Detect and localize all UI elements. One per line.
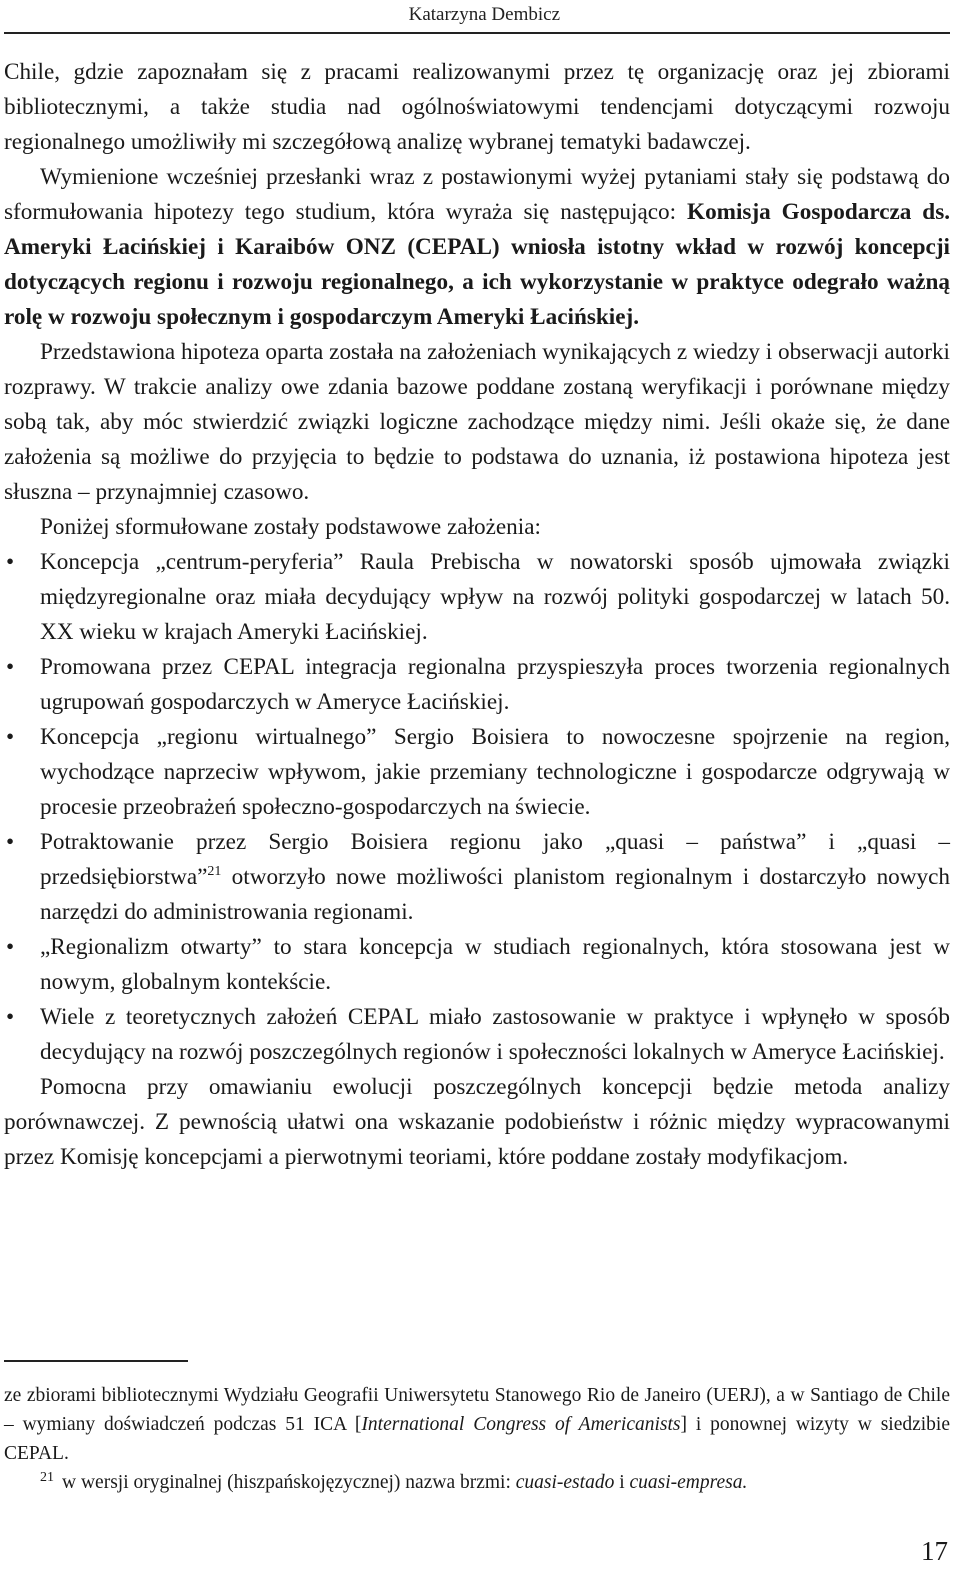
footnote-21: 21 w wersji oryginalnej (hiszpańskojęzycznej) nazwa brzmi: cuasi-estado i cuasi-empresa. [40, 1470, 748, 1493]
paragraph-1: Chile, gdzie zapoznałam się z pracami realizowanymi przez tę organizację oraz jej zbiorami bibliotecznymi, a także studia nad ogólnoświatowymi tendencjami dotyczącymi rozwoju regionalnego umożliwiły mi szczegółową analizę wybranej tematyki badawczej. [4, 59, 950, 155]
list-item: • „Regionalizm otwarty” to stara koncepcja w studiach regionalnych, która stosowana jest w nowym, globalnym kontekście. [4, 930, 950, 1000]
paragraph-2 [4, 160, 950, 335]
list-item: • Promowana przez CEPAL integracja regionalna przyspieszyła proces tworzenia regionalnych ugrupowań gospodarczych w Ameryce Łacińskiej. [4, 650, 950, 720]
paragraph-3: Przedstawiona hipoteza oparta została na założeniach wynikających z wiedzy i obserwacji autorki rozprawy. W trakcie analizy owe zdania bazowe poddane zostaną weryfikacji i porównane między sobą tak, aby móc stwierdzić związki logiczne zachodzące między nimi. Jeśli okaże się, że dane założenia są możliwe do przyjęcia to będzie to podstawa do uznania, iż postawiona hipoteza jest słuszna – przynajmniej czasowo. [4, 339, 950, 505]
paragraph-5: Pomocna przy omawianiu ewolucji poszczególnych koncepcji będzie metoda analizy porównawczej. Z pewnością ułatwi ona wskazanie podobieństw i różnic między wypracowanymi przez Komisję koncepcjami a pierwotnymi teoriami, które poddane zostały modyfikacjom. [4, 1074, 950, 1170]
footnote-ref-21[interactable]: 21 [207, 864, 222, 879]
list-item: • Koncepcja „centrum-peryferia” Raula Prebischa w nowatorski sposób ujmowała związki międzyregionalne oraz miała decydujący wpływ na rozwój polityki gospodarczej w latach 50. XX wieku w krajach Ameryki Łacińskiej. [4, 545, 950, 650]
main-text [4, 55, 950, 1175]
bullet-icon: • [6, 654, 15, 680]
paragraph-2-lead: Wymienione wcześniej przesłanki wraz z postawionymi wyżej pytaniami stały się podstawą do sformułowania hipotezy tego studium, która wyraża się następująco: [4, 164, 950, 225]
paragraph-4: Poniżej sformułowane zostały podstawowe założenia: [40, 514, 541, 540]
footnote-rule [4, 1360, 188, 1362]
footnotes [4, 1381, 950, 1497]
footnote-number: 21 [40, 1470, 54, 1485]
bullet-icon: • [6, 934, 15, 960]
page-number: 17 [921, 1536, 948, 1566]
assumptions-list [4, 545, 950, 1070]
list-item: • Potraktowanie przez Sergio Boisiera regionu jako „quasi – państwa” i „quasi – przedsiębiorstwa”$^{21}$ otworzyło nowe możliwości planistom regionalnym i dostarczyło nowych narzędzi do administrowania regionami. [4, 825, 950, 930]
bullet-icon: • [6, 829, 15, 855]
list-item: • Koncepcja „regionu wirtualnego” Sergio Boisiera to nowoczesne spojrzenie na region, wychodzące naprzeciw wpływom, jakie przemiany technologiczne i gospodarcze odgrywają w procesie przeobrażeń społeczno-gospodarczych na świecie. [4, 720, 950, 825]
bullet-icon: • [6, 724, 15, 750]
running-header: Katarzyna Dembicz [408, 4, 560, 25]
hypothesis-bold: Komisja Gospodarcza ds. Ameryki Łacińskiej i Karaibów ONZ (CEPAL) wniosła istotny wkład w rozwój koncepcji dotyczących regionu i rozwoju regionalnego, a ich wykorzystanie w praktyce odegrało ważną rolę w rozwoju społecznym i gospodarczym Ameryki Łacińskiej. [4, 199, 951, 330]
bullet-icon: • [6, 549, 15, 575]
header-rule [4, 32, 950, 34]
bullet-icon: • [6, 1004, 15, 1030]
list-item: • Wiele z teoretycznych założeń CEPAL miało zastosowanie w praktyce i wpłynęło w sposób decydujący na rozwój poszczególnych regionów i społeczności lokalnych w Ameryce Łacińskiej. [4, 1000, 950, 1070]
footnote-continuation: ze zbiorami bibliotecznymi Wydziału Geografii Uniwersytetu Stanowego Rio de Janeiro (UERJ), a w Santiago de Chile – wymiany doświadczeń podczas 51 ICA [International Congress of Americanists] i ponownej wizyty w siedzibie CEPAL. [4, 1385, 951, 1464]
